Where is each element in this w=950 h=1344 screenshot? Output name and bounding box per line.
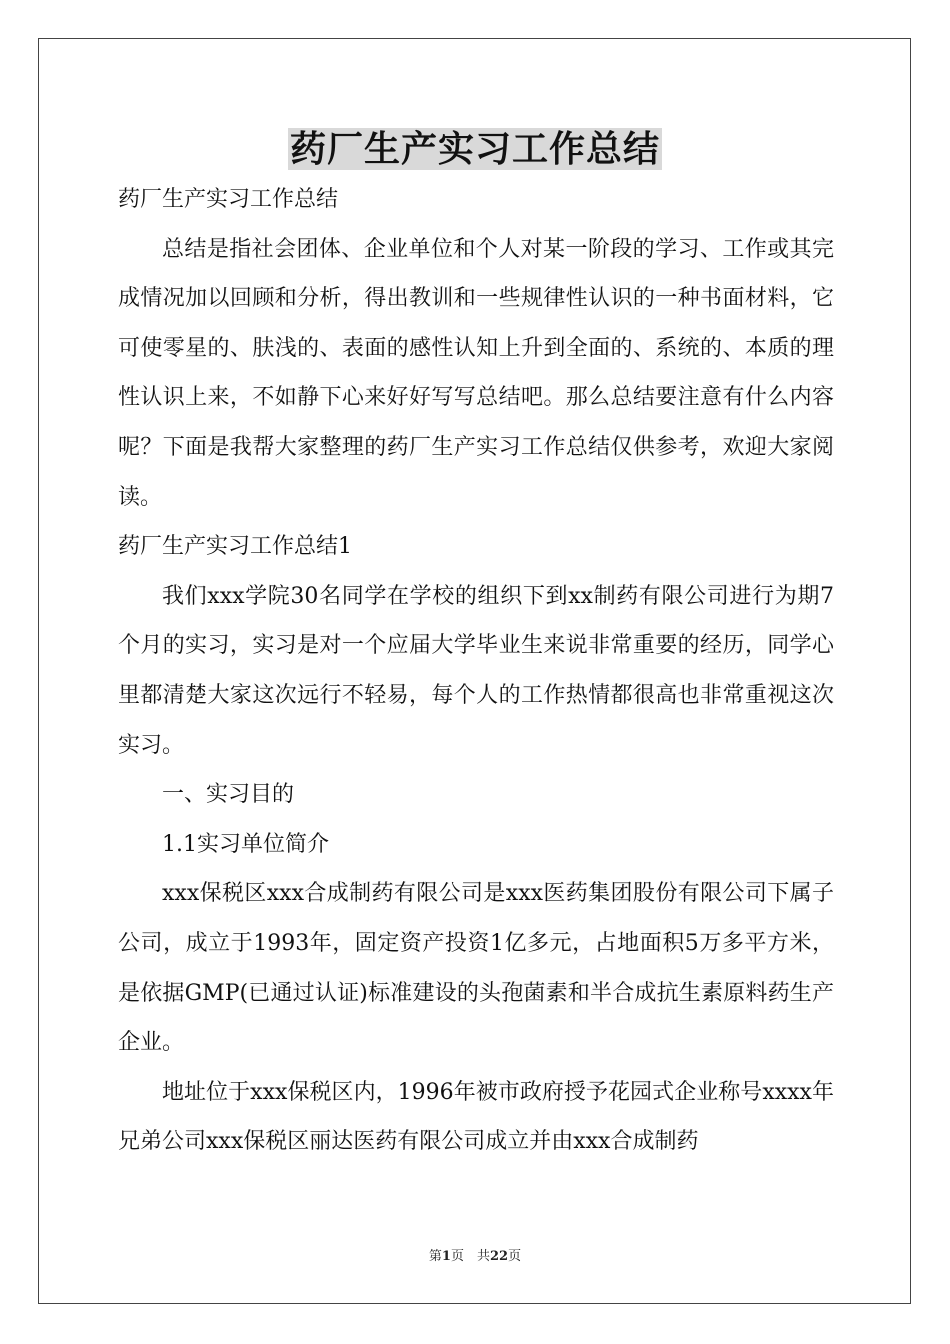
section-heading-summary-1: 药厂生产实习工作总结1 [118, 534, 352, 560]
page-footer [0, 1248, 950, 1266]
body-paragraph-company-address: 地址位于xxx保税区内，1996年被市政府授予花园式企业称号xxxx年兄弟公司xxx保税区丽达医药有限公司成立并由xxx合成制药 [118, 1079, 834, 1155]
document-title-text: 药厂生产实习工作总结 [289, 128, 660, 170]
body-paragraph-internship-overview: 我们xxx学院30名同学在学校的组织下到xx制药有限公司进行为期7个月的实习，实习是对一个应届大学毕业生来说非常重要的经历，同学心里都清楚大家这次远行不轻易，每个人的工作热情都很高也非常重视这次实习。 [118, 583, 834, 758]
page-mid-label: 页 共 [450, 1249, 490, 1264]
page-prefix: 第 [428, 1249, 442, 1264]
page-current-number: 1 [441, 1249, 451, 1264]
subsection-heading-company-intro: 1.1实习单位简介 [162, 831, 329, 857]
body-paragraph-intro: 总结是指社会团体、企业单位和个人对某一阶段的学习、工作或其完成情况加以回顾和分析，得出教训和一些规律性认识的一种书面材料，它可使零星的、肤浅的、表面的感性认知上升到全面的、系统的、本质的理性认识上来，不如静下心来好好写写总结吧。那么总结要注意有什么内容呢？下面是我帮大家整理的药厂生产实习工作总结仅供参考，欢迎大家阅读。 [118, 236, 834, 510]
page-total-number: 22 [489, 1249, 509, 1264]
section-heading-purpose: 一、实习目的 [162, 782, 295, 808]
document-title [0, 124, 950, 174]
body-paragraph-company-description: xxx保税区xxx合成制药有限公司是xxx医药集团股份有限公司下属子公司，成立于1993年，固定资产投资1亿多元，占地面积5万多平方米，是依据GMP(已通过认证)标准建设的头孢菌素和半合成抗生素原料药生产企业。 [118, 881, 834, 1056]
document-body [118, 175, 834, 1167]
page-suffix: 页 [508, 1249, 522, 1264]
body-paragraph-subtitle: 药厂生产实习工作总结 [118, 187, 339, 212]
